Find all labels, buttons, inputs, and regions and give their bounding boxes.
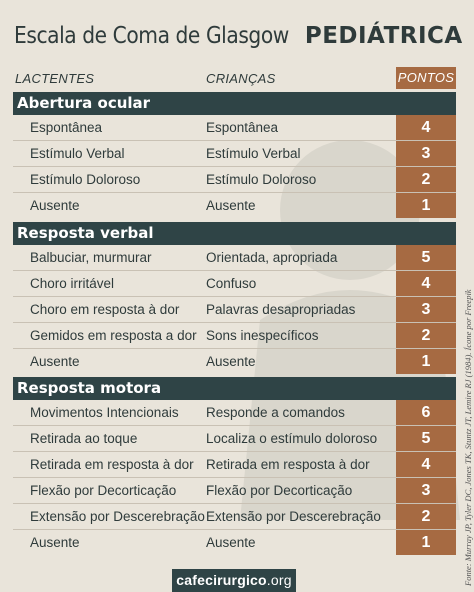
infant-response: Balbuciar, murmurar bbox=[30, 250, 152, 265]
infant-response: Gemidos em resposta a dor bbox=[30, 328, 197, 343]
infant-response: Retirada em resposta à dor bbox=[30, 457, 194, 472]
table-row bbox=[13, 504, 456, 530]
section-header bbox=[13, 222, 456, 245]
table-row bbox=[13, 452, 456, 478]
score-badge: 3 bbox=[396, 478, 456, 503]
source-citation: Fonte: Murray JP, Tyler DC, Jones TK, Stuntz JT, Lemire RJ (1984). Ícone por Freepik bbox=[463, 289, 473, 586]
child-response: Estímulo Verbal bbox=[206, 146, 301, 161]
infant-response: Movimentos Intencionais bbox=[30, 405, 179, 420]
section-header bbox=[13, 377, 456, 400]
column-header-infants: LACTENTES bbox=[15, 71, 95, 86]
score-badge: 1 bbox=[396, 193, 456, 218]
table-row bbox=[13, 245, 456, 271]
score-badge: 2 bbox=[396, 167, 456, 192]
infant-response: Espontânea bbox=[30, 120, 103, 135]
table-row bbox=[13, 271, 456, 297]
column-header-children: CRIANÇAS bbox=[206, 71, 276, 86]
section-header bbox=[13, 92, 456, 115]
table-row bbox=[13, 141, 456, 167]
score-badge: 6 bbox=[396, 400, 456, 425]
section-title: Resposta verbal bbox=[17, 224, 154, 242]
child-response: Sons inespecíficos bbox=[206, 328, 319, 343]
child-response: Estímulo Doloroso bbox=[206, 172, 317, 187]
child-response: Palavras desapropriadas bbox=[206, 302, 356, 317]
infant-response: Extensão por Descerebração bbox=[30, 509, 205, 524]
table-row bbox=[13, 400, 456, 426]
score-badge: 3 bbox=[396, 141, 456, 166]
table-row bbox=[13, 115, 456, 141]
infant-response: Estímulo Verbal bbox=[30, 146, 125, 161]
infant-response: Choro em resposta à dor bbox=[30, 302, 180, 317]
infant-response: Retirada ao toque bbox=[30, 431, 138, 446]
score-badge: 1 bbox=[396, 349, 456, 374]
infant-response: Ausente bbox=[30, 198, 80, 213]
score-badge: 5 bbox=[396, 245, 456, 270]
infant-response: Choro irritável bbox=[30, 276, 115, 291]
table-row bbox=[13, 349, 456, 374]
child-response: Retirada em resposta à dor bbox=[206, 457, 370, 472]
child-response: Espontânea bbox=[206, 120, 279, 135]
child-response: Confuso bbox=[206, 276, 257, 291]
child-response: Localiza o estímulo doloroso bbox=[206, 431, 378, 446]
infant-response: Ausente bbox=[30, 354, 80, 369]
child-response: Extensão por Descerebração bbox=[206, 509, 381, 524]
site-footer[interactable] bbox=[172, 569, 296, 592]
infant-response: Ausente bbox=[30, 535, 80, 550]
score-badge: 5 bbox=[396, 426, 456, 451]
score-badge: 2 bbox=[396, 504, 456, 529]
score-badge: 4 bbox=[396, 452, 456, 477]
page-title bbox=[14, 16, 463, 56]
table-row bbox=[13, 167, 456, 193]
table-row bbox=[13, 297, 456, 323]
score-badge: 3 bbox=[396, 297, 456, 322]
child-response: Responde a comandos bbox=[206, 405, 345, 420]
table-row bbox=[13, 426, 456, 452]
score-badge: 2 bbox=[396, 323, 456, 348]
table-row bbox=[13, 323, 456, 349]
child-response: Ausente bbox=[206, 535, 256, 550]
table-row bbox=[13, 530, 456, 555]
child-response: Flexão por Decorticação bbox=[206, 483, 353, 498]
score-badge: 4 bbox=[396, 271, 456, 296]
child-response: Ausente bbox=[206, 354, 256, 369]
infant-response: Estímulo Doloroso bbox=[30, 172, 141, 187]
score-badge: 4 bbox=[396, 115, 456, 140]
footer-brand: cafecirurgico bbox=[176, 572, 267, 588]
title-light: Escala de Coma de Glasgow bbox=[14, 23, 289, 49]
footer-domain: .org bbox=[266, 572, 292, 588]
child-response: Orientada, apropriada bbox=[206, 250, 338, 265]
column-header-points: PONTOS bbox=[396, 67, 456, 89]
score-badge: 1 bbox=[396, 530, 456, 555]
title-bold: PEDIÁTRICA bbox=[304, 23, 463, 49]
section-title: Resposta motora bbox=[17, 379, 162, 397]
table-row bbox=[13, 478, 456, 504]
child-response: Ausente bbox=[206, 198, 256, 213]
section-title: Abertura ocular bbox=[17, 94, 151, 112]
infant-response: Flexão por Decorticação bbox=[30, 483, 177, 498]
table-row bbox=[13, 193, 456, 218]
